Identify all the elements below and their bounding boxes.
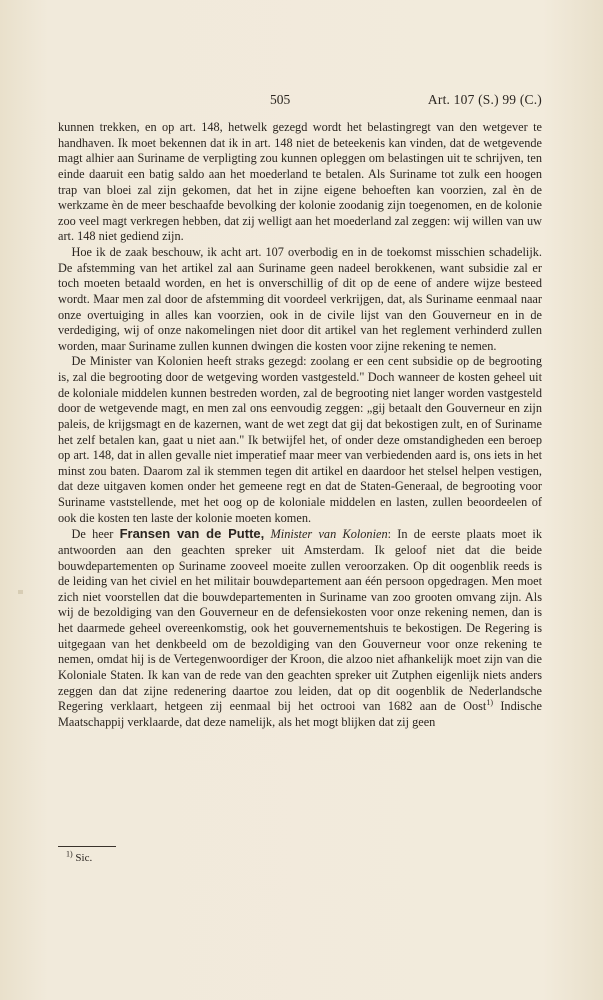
speech-prefix: De heer bbox=[71, 527, 120, 542]
article-reference: Art. 107 (S.) 99 (C.) bbox=[427, 92, 542, 107]
body-text bbox=[58, 120, 542, 730]
speaker-name: Fransen van de Putte, bbox=[119, 526, 265, 542]
footnote-divider bbox=[58, 846, 116, 847]
paragraph: Hoe ik de zaak beschouw, ik acht art. 107 overbodig en in de toekomst misschien schadelijk. De afstemming van het artikel zal aan Suriname geen nadeel berokkenen, want subsidie zal er toch moeten betaald worden, en het is onverschillig of dit op de eene of andere wijze besteed wordt. Maar men zal door de afstemming dit voordeel verkrijgen, dat, als Suriname eenmaal naar onze overtuiging in alles kan voorzien, ook in de civile lijst van den Gouverneur en in de verdediging, wij of onze nakomelingen niet door dit artikel van het reglement verhinderd zullen worden, maar Suriname zullen kunnen dwingen die kosten voor zijne rekening te nemen. bbox=[58, 245, 542, 353]
footnote-text: Sic. bbox=[75, 852, 93, 864]
speech-text-continued: Indische Maatschappij verklaarde, dat deze namelijk, als het mogt blijken dat zij geen bbox=[58, 699, 543, 729]
running-header bbox=[58, 92, 542, 112]
footnote-reference: 1) bbox=[486, 698, 494, 708]
speech-paragraph bbox=[58, 526, 542, 730]
paragraph: De Minister van Kolonien heeft straks gezegd: zoolang er een cent subsidie op de begrooting is, zal die begrooting door de wetgeving worden vastgesteld." Doch wanneer de kosten geheel uit de koloniale middelen kunnen bestreden worden, zal de begrooting niet langer worden vastgesteld door de wetgevende magt, en men zal ons eenvoudig zeggen: „gij betaalt den Gouverneur en zijn paleis, de krijgsmagt en de kazernen, want de wet zegt dat gij dat bekostigen zult, en of Suriname het zelf betalen kan, gaat u niet aan." Ik betwijfel het, of onder deze omstandigheden een beroep op art. 148, dat in allen gevalle niet imperatief maar meer van verbiedenden aard is, ons iets in het minst zou baten. Daarom zal ik stemmen tegen dit artikel en daardoor het stelsel helpen vestigen, dat deze uitgaven komen onder het gemeene regt en dat de Staten-Generaal, de begrooting voor Suriname vaststellende, met het oog op de koloniale middelen en lasten, zullen beoordeelen of ook die kosten ten laste der kolonie moeten komen. bbox=[58, 354, 542, 525]
paragraph: kunnen trekken, en op art. 148, hetwelk gezegd wordt het belastingregt van den wetgever te handhaven. Ik moet bekennen dat ik in art. 148 niet de beteekenis kan vinden, dat de wetgevende magt alhier aan Suriname de verpligting zou kunnen opleggen om belastingen uit te schrijven, ten einde daaruit een batig saldo aan het moederland te betalen. Als Suriname tot zulk een hoogen trap van bloei zal zijn gekomen, dat het in zijne eigene behoeften kan voorzien, zal èn de werkzame èn de meer beschaafde bevolking der kolonie zoodanig zijn toegenomen, en de kolonie zoo veel magt verkregen hebben, dat zij welligt aan het moederland zal zeggen: wij willen van uw art. 148 niet gediend zijn. bbox=[58, 120, 542, 244]
footnote-mark: 1) bbox=[66, 849, 73, 859]
speaker-role: Minister van Kolonien bbox=[270, 527, 388, 542]
page-number: 505 bbox=[270, 92, 291, 107]
footnote bbox=[66, 849, 93, 864]
margin-speck bbox=[18, 590, 23, 594]
speech-text: : In de eerste plaats moet ik antwoorden aan den geachten spreker uit Amsterdam. Ik geloof niet dat die beide bouwdepartementen op Suriname zooveel moeite zullen veroorzaken. Op dit oogenblik reeds is de leiding van het civiel en het militair bouwdepartement aan één persoon opgedragen. Men moet zich niet voorstellen dat die bouwdepartementen in Suriname van zoo grooten omvang zijn. Als wij de bezoldiging van den Gouverneur en de defensiekosten voor onze rekening nemen, dan is het daarmede geheel overeenkomstig, ook het gouvernementshuis te bekostigen. De Regering is uitgegaan van het denkbeeld om de bezoldiging van den Gouverneur voor onze rekening te nemen, omdat hij is de Vertegenwoordiger der Kroon, die alzoo niet afhankelijk moet zijn van die Koloniale Staten. Ik kan van de rede van den geachten spreker uit Zutphen eigenlijk niets anders zeggen dan dat zijne redenering daartoe zou leiden, dat op dit oogenblik de Nederlandsche Regering verklaart, hetgeen zij eenmaal bij het octrooi van 1682 aan de Oost bbox=[58, 527, 542, 714]
